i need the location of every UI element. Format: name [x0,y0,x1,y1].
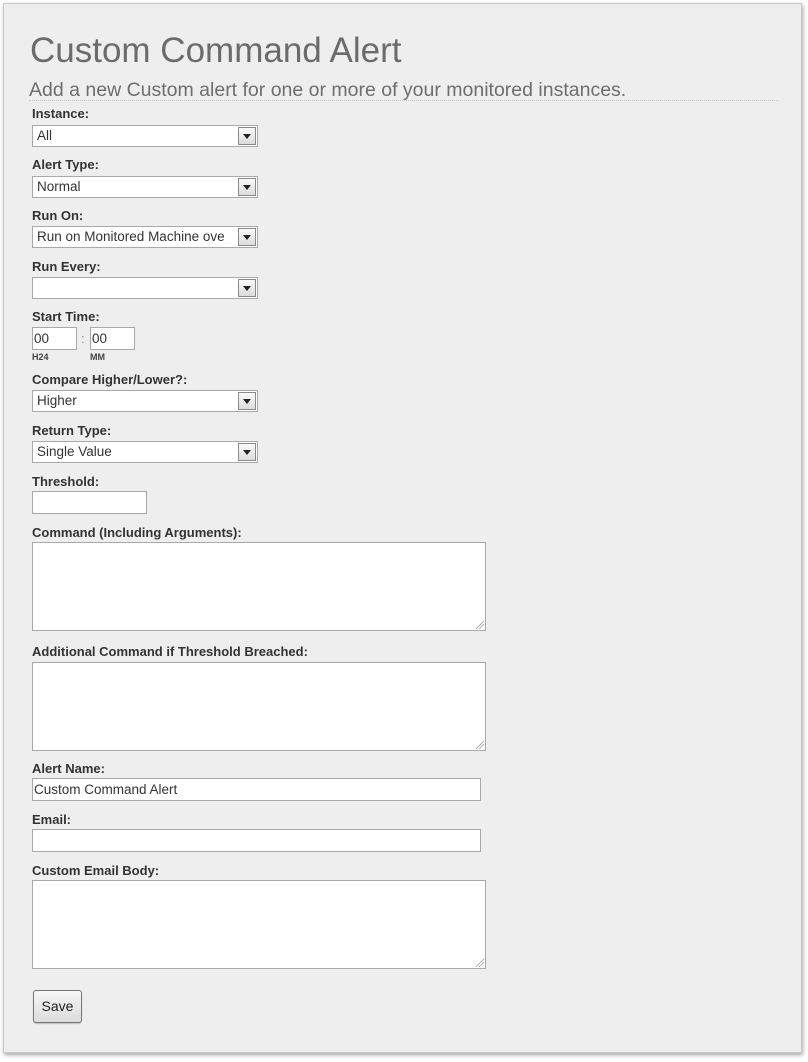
instance-select[interactable] [32,125,258,147]
save-button[interactable]: Save [33,990,82,1023]
alert-type-value: Normal [37,179,81,194]
start-minute-input[interactable] [90,327,135,350]
chevron-down-icon[interactable] [238,127,256,145]
custom-email-body-label: Custom Email Body: [32,863,160,878]
alert-name-label: Alert Name: [32,761,105,776]
title-divider [29,100,779,101]
alert-type-label: Alert Type: [32,157,99,172]
page-title: Custom Command Alert [30,31,402,70]
email-label: Email: [32,812,72,827]
additional-command-label: Additional Command if Threshold Breached: [32,644,308,659]
chevron-down-icon[interactable] [238,228,256,246]
threshold-input[interactable] [32,491,147,514]
start-time-label: Start Time: [32,309,100,324]
command-textarea[interactable] [32,542,486,631]
start-hour-input[interactable] [32,327,77,350]
chevron-down-icon[interactable] [238,443,256,461]
time-separator: : [81,331,85,346]
chevron-down-icon[interactable] [238,279,256,297]
run-on-value: Run on Monitored Machine ove [37,229,225,244]
compare-label: Compare Higher/Lower?: [32,372,188,387]
run-every-label: Run Every: [32,259,101,274]
resize-grip-icon[interactable] [476,741,484,749]
run-on-label: Run On: [32,208,84,223]
instance-value: All [37,128,53,143]
return-type-select[interactable] [32,441,258,463]
return-type-value: Single Value [37,444,112,459]
additional-command-textarea[interactable] [32,662,486,751]
instance-label: Instance: [32,106,90,121]
command-label: Command (Including Arguments): [32,525,242,540]
threshold-label: Threshold: [32,474,100,489]
minute-format-hint: MM [90,352,105,362]
chevron-down-icon[interactable] [238,392,256,410]
compare-select[interactable] [32,390,258,412]
resize-grip-icon[interactable] [476,959,484,967]
start-minute-value: 00 [92,331,108,346]
run-every-select[interactable] [32,277,258,299]
run-on-select[interactable] [32,226,258,248]
custom-email-body-textarea[interactable] [32,880,486,969]
start-hour-value: 00 [34,331,50,346]
alert-name-value: Custom Command Alert [34,782,178,797]
alert-form-panel [3,3,802,1053]
alert-type-select[interactable] [32,176,258,198]
email-input[interactable] [32,829,481,852]
alert-name-input[interactable] [32,778,481,801]
return-type-label: Return Type: [32,423,112,438]
page-subtitle: Add a new Custom alert for one or more of your monitored instances. [29,79,627,101]
chevron-down-icon[interactable] [238,178,256,196]
resize-grip-icon[interactable] [476,621,484,629]
compare-value: Higher [37,393,77,408]
hour-format-hint: H24 [32,352,49,362]
